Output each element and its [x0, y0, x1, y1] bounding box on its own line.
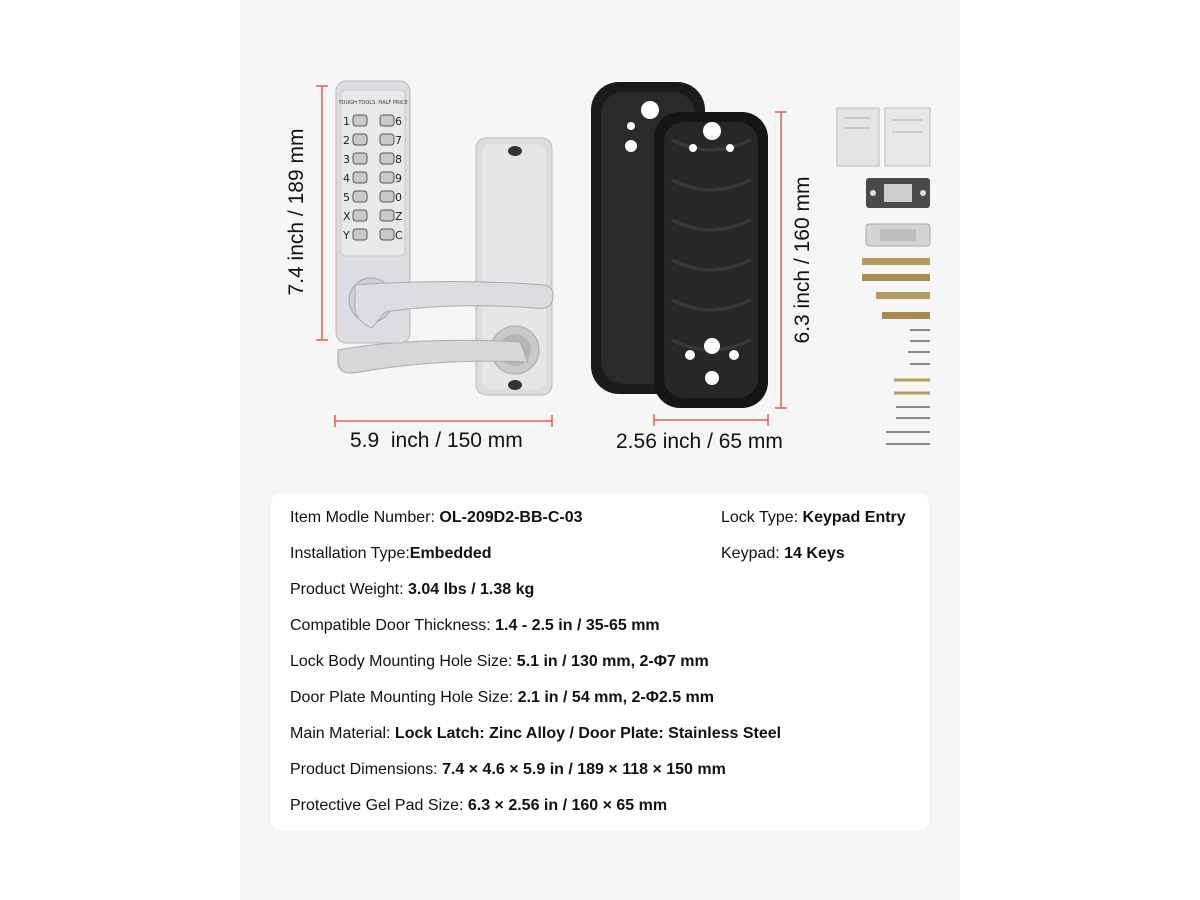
spec-weight: Product Weight: 3.04 lbs / 1.38 kg [290, 581, 535, 598]
keypad-button-z [380, 210, 394, 221]
gel-pad-front [654, 112, 768, 408]
pad-width-label: 2.56 inch / 65 mm [616, 430, 783, 453]
keypad-key-label: C [395, 229, 403, 242]
keypad-button-x [353, 210, 367, 221]
keypad-key-label: 8 [395, 153, 402, 166]
pad-height-label: 6.3 inch / 160 mm [791, 176, 814, 344]
keypad-brand-text: TOUGH TOOLS, HALF PRICE [338, 100, 408, 106]
spec-keypad: Keypad: 14 Keys [721, 545, 845, 562]
keypad-button-1 [353, 115, 367, 126]
keypad-button-8 [380, 153, 394, 164]
spec-product-dimensions: Product Dimensions: 7.4 × 4.6 × 5.9 in / 189 × 118 × 150 mm [290, 761, 726, 778]
keypad-key-label: 0 [395, 191, 402, 204]
spec-door-thickness: Compatible Door Thickness: 1.4 - 2.5 in / 35-65 mm [290, 617, 660, 634]
keypad-button-3 [353, 153, 367, 164]
keypad-key-label: 1 [343, 115, 350, 128]
accessory-latch-plate [866, 224, 930, 246]
keypad-key-label: 9 [395, 172, 402, 185]
lock-height-label: 7.4 inch / 189 mm [285, 128, 308, 296]
spec-lock-type: Lock Type: Keypad Entry [721, 509, 906, 526]
keypad-key-label: 3 [343, 153, 350, 166]
spec-gel-pad-size: Protective Gel Pad Size: 6.3 × 2.56 in / 160 × 65 mm [290, 797, 668, 814]
accessory-screws [886, 330, 930, 444]
spec-door-plate-hole: Door Plate Mounting Hole Size: 2.1 in / 54 mm, 2-Φ2.5 mm [290, 689, 714, 706]
accessory-spindles [862, 258, 930, 319]
keypad-key-label: 7 [395, 134, 402, 147]
keypad-button-9 [380, 172, 394, 183]
spec-installation-type: Installation Type:Embedded [290, 545, 492, 562]
keypad-button-2 [353, 134, 367, 145]
spec-lock-body-hole: Lock Body Mounting Hole Size: 5.1 in / 130 mm, 2-Φ7 mm [290, 653, 709, 670]
keypad-key-label: 5 [343, 191, 350, 204]
keypad-key-label: Y [343, 229, 350, 242]
spec-model: Item Modle Number: OL-209D2-BB-C-03 [290, 509, 583, 526]
keypad-button-6 [380, 115, 394, 126]
keypad-button-7 [380, 134, 394, 145]
keypad-button-c [380, 229, 394, 240]
lock-height-dimension-line [316, 86, 328, 340]
pad-width-dimension-line [654, 414, 768, 426]
spec-main-material: Main Material: Lock Latch: Zinc Alloy / Door Plate: Stainless Steel [290, 725, 782, 742]
accessory-manuals [837, 108, 930, 166]
accessory-strike-plate [866, 178, 930, 208]
keypad-button-0 [380, 191, 394, 202]
keypad-key-label: Z [395, 210, 403, 223]
keypad-button-y [353, 229, 367, 240]
pad-height-dimension-line [775, 112, 787, 408]
keypad-key-label: 2 [343, 134, 350, 147]
keypad-button-4 [353, 172, 367, 183]
keypad-button-5 [353, 191, 367, 202]
lock-width-label: 5.9 inch / 150 mm [350, 429, 523, 452]
keypad-key-label: X [343, 210, 351, 223]
keypad-key-label: 4 [343, 172, 350, 185]
lock-width-dimension-line [335, 415, 552, 427]
keypad-key-label: 6 [395, 115, 402, 128]
